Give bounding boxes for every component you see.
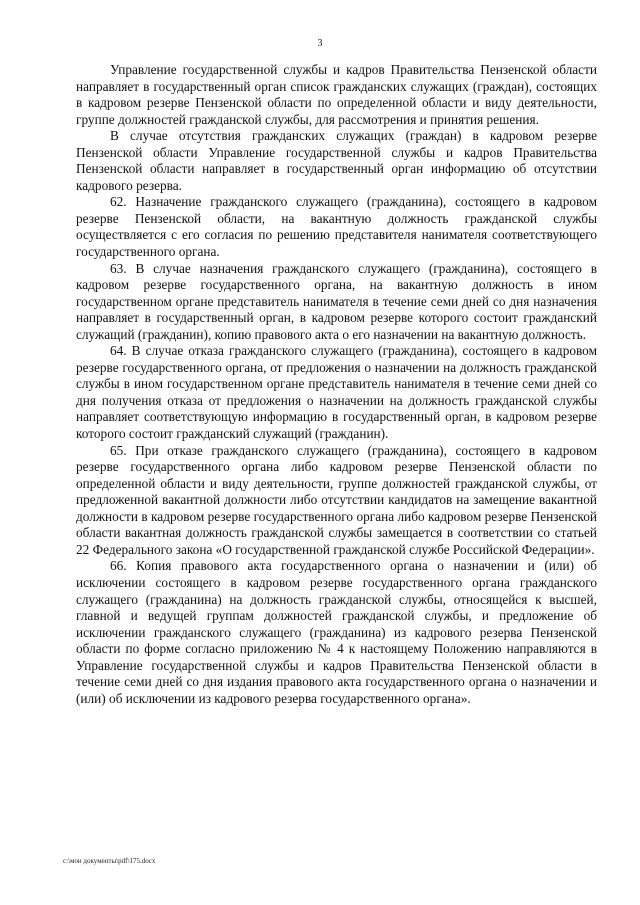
paragraph-65: 65. При отказе гражданского служащего (гражданина), состоящего в кадровом резерве государственного органа либо кадровом резерве Пензенской области по определенной области и виду деятельности, группе должностей гражданской службы, от предложенной вакантной должности либо отсутствии кандидатов на замещение вакантной должности в кадровом резерве государственного органа либо кадровом резерве Пензенской области вакантная должность гражданской службы замещается в соответствии со статьей 22 Федерального закона «О государственной гражданской службе Российской Федерации». xyxy=(76,442,597,557)
file-path-footer: c:\мои документы\pdf\175.docx xyxy=(63,857,156,865)
paragraph-no-reserve: В случае отсутствия гражданских служащих (граждан) в кадровом резерве Пензенской области Управление государственной службы и кадров Правительства Пензенской области направляет в государственный орган информацию об отсутствии кадрового резерва. xyxy=(76,128,597,193)
paragraph-66: 66. Копия правового акта государственного органа о назначении и (или) об исключении состоящего в кадровом резерве государственного органа гражданского служащего (гражданина) на должность гражданской службы, относящейся к высшей, главной и ведущей группам должностей гражданской службы, и предложение об исключении гражданского служащего (гражданина) из кадрового резерва Пензенской области по форме согласно приложению № 4 к настоящему Положению направляются в Управление государственной службы и кадров Правительства Пензенской области в течение семи дней со дня издания правового акта государственного органа о назначении и (или) об исключении из кадрового резерва государственного органа». xyxy=(76,558,597,706)
paragraph-63: 63. В случае назначения гражданского служащего (гражданина), состоящего в кадровом резерве государственного органа, на вакантную должность в ином государственном органе представитель нанимателя в течение семи дней со дня назначения направляет в государственный орган, в кадровом резерве которого состоит гражданский служащий (гражданин), копию правового акта о его назначении на вакантную должность. xyxy=(76,260,597,342)
page-number: 3 xyxy=(317,38,323,49)
paragraph-64: 64. В случае отказа гражданского служащего (гражданина), состоящего в кадровом резерве государственного органа, от предложения о назначении на должность гражданской службы в ином государственном органе представитель нанимателя в течение семи дней со дня получения отказа от предложения о назначении на должность гражданской службы направляет соответствующую информацию в государственный орган, в кадровом резерве которого состоит гражданский служащий (гражданин). xyxy=(76,343,597,442)
paragraph-list-submission: Управление государственной службы и кадров Правительства Пензенской области направляет в государственный орган список гражданских служащих (граждан), состоящих в кадровом резерве Пензенской области по определенной области и виду деятельности, группе должностей гражданской службы, для рассмотрения и принятия решения. xyxy=(76,62,597,127)
document-body xyxy=(76,62,597,707)
paragraph-62: 62. Назначение гражданского служащего (гражданина), состоящего в кадровом резерве Пензенской области, на вакантную должность гражданской службы осуществляется с его согласия по решению представителя нанимателя соответствующего государственного органа. xyxy=(76,194,597,260)
